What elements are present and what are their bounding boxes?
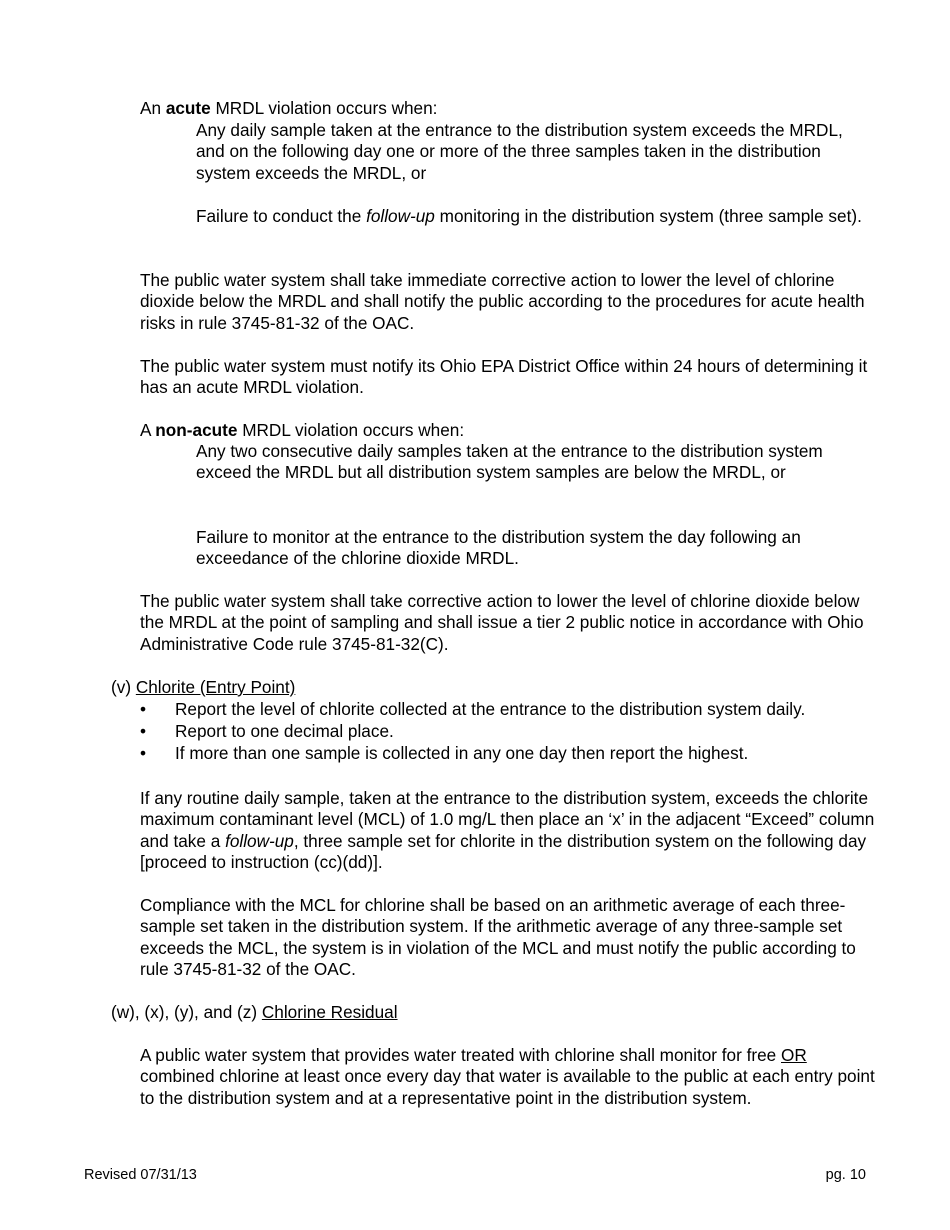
chlorite-compliance-paragraph: Compliance with the MCL for chlorine shall be based on an arithmetic average of each three-sample set taken in the distribution system. If the arithmetic average of any three-sample set exceeds the MCL, the system is in violation of the MCL and must notify the public according to rule 3745-81-32 of the OAC. — [140, 895, 856, 980]
chlorite-title: Chlorite (Entry Point) — [135, 677, 296, 697]
chlorine-title: Chlorine Residual — [261, 1002, 398, 1022]
acute-condition-1: Any daily sample taken at the entrance to the distribution system exceeds the MRDL, and on the following day one or more of the three samples taken in the distribution system exceeds the MRDL, or — [196, 120, 843, 183]
list-item: • Report to one decimal place. — [140, 721, 880, 743]
acute-cond2-pre: Failure to conduct the — [196, 206, 367, 226]
nonacute-corrective-action: The public water system shall take corrective action to lower the level of chlorine dioxide below the MRDL at the point of sampling and shall issue a tier 2 public notice in accordance with Ohio Administrative Code rule 3745-81-32(C). — [140, 591, 864, 654]
acute-cond2-italic: follow-up — [366, 206, 435, 226]
chlorine-heading — [111, 1002, 871, 1023]
acute-notify-district: The public water system must notify its Ohio EPA District Office within 24 hours of determining it has an acute MRDL violation. — [140, 356, 868, 398]
chlorine-para-underline: OR — [781, 1045, 807, 1065]
footer-revised-date: Revised 07/31/13 — [84, 1167, 197, 1183]
chlorine-para-post: combined chlorine at least once every day that water is available to the public at each entry point to the distribution system and at a representative point in the distribution system. — [140, 1066, 875, 1108]
nonacute-condition-2: Failure to monitor at the entrance to the distribution system the day following an exceedance of the chlorine dioxide MRDL. — [196, 527, 801, 569]
nonacute-intro-pre: A — [140, 420, 156, 440]
chlorite-para1-pre: If any routine daily sample, taken at the entrance to the distribution system, exceeds the chlorite maximum contaminant level (MCL) of 1.0 mg/L then place an ‘x’ in the adjacent “Exceed” column and take a — [140, 788, 875, 851]
chlorine-label: (w), (x), (y), and (z) — [111, 1002, 262, 1022]
chlorite-para1-post: , three sample set for chlorite in the distribution system on the following day [proceed to instruction (cc)(dd)]. — [140, 830, 867, 873]
acute-intro-pre: An — [140, 98, 166, 118]
chlorine-para-pre: A public water system that provides water treated with chlorine shall monitor for free — [140, 1045, 781, 1065]
chlorite-label: (v) — [111, 677, 136, 697]
acute-term: acute — [165, 98, 211, 118]
nonacute-condition-1: Any two consecutive daily samples taken at the entrance to the distribution system exceed the MRDL but all distribution system samples are below the MRDL, or — [196, 441, 823, 483]
acute-intro-post: MRDL violation occurs when: — [210, 98, 438, 118]
nonacute-intro — [140, 420, 875, 441]
footer-page-number: pg. 10 — [825, 1167, 866, 1183]
nonacute-term: non-acute — [155, 420, 238, 440]
acute-condition-2 — [196, 206, 876, 227]
chlorine-paragraph — [140, 1045, 875, 1109]
chlorite-exceed-paragraph — [140, 788, 875, 874]
list-item: • Report the level of chlorite collected at the entrance to the distribution system daily. — [140, 699, 880, 721]
acute-intro — [140, 98, 875, 119]
chlorite-para1-italic: follow-up — [225, 830, 294, 851]
acute-corrective-action: The public water system shall take immediate corrective action to lower the level of chlorine dioxide below the MRDL and shall notify the public according to the procedures for acute health risks in rule 3745-81-32 of the OAC. — [140, 270, 865, 333]
nonacute-intro-post: MRDL violation occurs when: — [237, 420, 465, 440]
chlorite-bullet-list — [140, 699, 880, 766]
list-item: • If more than one sample is collected in any one day then report the highest. — [140, 743, 880, 765]
chlorite-heading — [111, 677, 871, 698]
acute-cond2-post: monitoring in the distribution system (three sample set). — [434, 206, 862, 226]
